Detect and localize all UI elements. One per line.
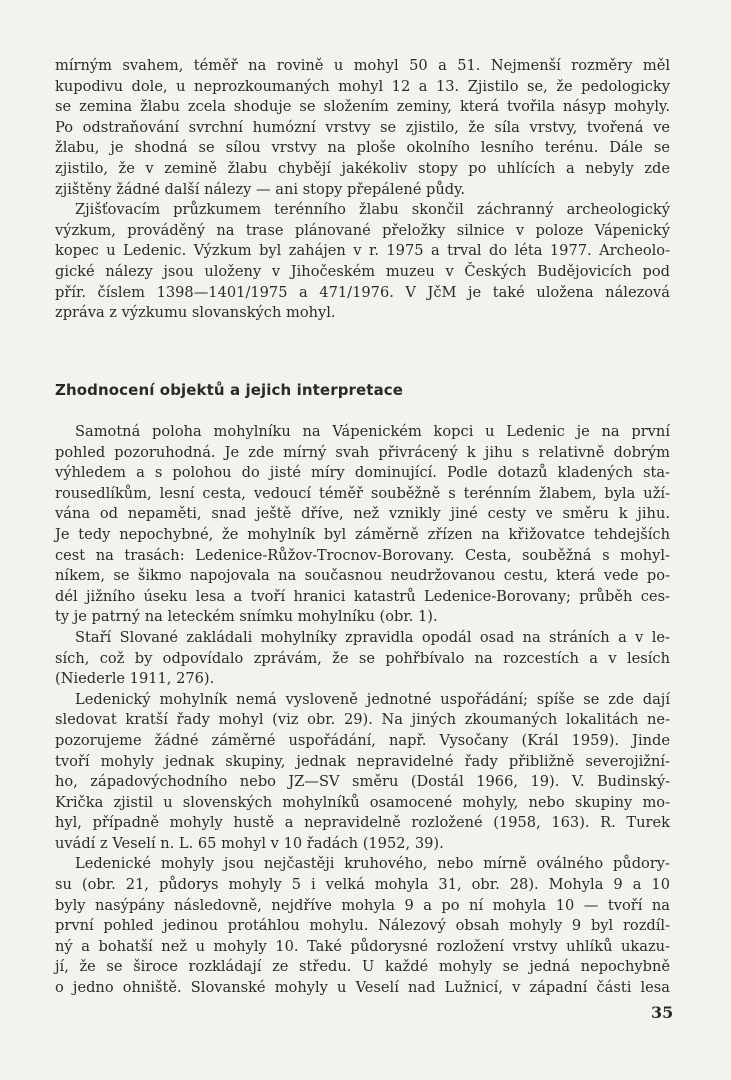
text-line: sledovat kratší řady mohyl (viz obr. 29). Na jiných zkoumaných lokalitách ne-	[55, 711, 670, 729]
text-line: mírným svahem, téměř na rovině u mohyl 50 a 51. Nejmenší rozměry měl	[55, 57, 670, 74]
section-heading: Zhodnocení objektů a jejich interpretace	[55, 381, 404, 399]
text-line: sích, což by odpovídalo zprávám, že se pohřbívalo na rozcestích a v lesích	[55, 649, 670, 667]
text-line: první pohled jedinou protáhlou mohylu. Nálezový obsah mohyly 9 byl rozdíl-	[55, 917, 670, 935]
text-line: gické nálezy jsou uloženy v Jihočeském muzeu v Českých Budějovicích pod	[55, 262, 670, 280]
text-line: kopec u Ledenic. Výzkum byl zahájen v r. 1975 a trval do léta 1977. Archeolo-	[55, 242, 670, 260]
text-line: výhledem a s polohou do jisté míry dominující. Podle dotazů kladených sta-	[55, 464, 670, 482]
top-text-block	[55, 56, 670, 324]
text-line: Je tedy nepochybné, že mohylník byl záměrně zřízen na křižovatce tehdejších	[55, 525, 670, 543]
text-line: dél jižního úseku lesa a tvoří hranici katastrů Ledenice-Borovany; průběh ces-	[55, 587, 670, 605]
paragraph	[55, 690, 670, 855]
text-line: ný a bohatší než u mohyly 10. Také půdorysné rozložení vrstvy uhlíků ukazu-	[55, 937, 670, 955]
text-line: Zjišťovacím průzkumem terénního žlabu skončil záchranný archeologický	[75, 201, 670, 219]
text-line: o jedno ohniště. Slovanské mohyly u Veselí nad Lužnicí, v západní části lesa	[55, 979, 670, 997]
paragraph	[55, 422, 670, 628]
text-line: rousedlíkům, lesní cesta, vedoucí téměř souběžně s terénním žlabem, byla uží-	[55, 484, 670, 502]
paragraph	[55, 56, 670, 200]
text-line: zjistilo, že v zemině žlabu chybějí jakékoliv stopy po uhlících a nebyly zde	[55, 159, 670, 177]
text-line: cest na trasách: Ledenice-Růžov-Trocnov-Borovany. Cesta, souběžná s mohyl-	[55, 546, 670, 564]
text-line: vána od nepaměti, snad ještě dříve, než vznikly jiné cesty ve směru k jihu.	[55, 505, 670, 523]
main-text-block	[55, 422, 670, 999]
text-line: tvoří mohyly jednak skupiny, jednak nepravidelné řady přibližně severojižní-	[55, 752, 670, 770]
text-line: Ledenické mohyly jsou nejčastěji kruhového, nebo mírně oválného půdory-	[75, 855, 670, 873]
paragraph	[55, 628, 670, 690]
text-line: přír. číslem 1398—1401/1975 a 471/1976. V JčM je také uložena nálezová	[55, 283, 670, 301]
text-line: kupodivu dole, u neprozkoumaných mohyl 12 a 13. Zjistilo se, že pedologicky	[55, 77, 670, 95]
text-line: (Niederle 1911, 276).	[55, 670, 215, 688]
text-line: pohled pozoruhodná. Je zde mírný svah přivrácený k jihu s relativně dobrým	[55, 443, 670, 461]
paragraph	[55, 200, 670, 324]
text-line: hyl, případně mohyly hustě a nepravidelně rozložené (1958, 163). R. Turek	[55, 814, 670, 832]
text-line: su (obr. 21, půdorys mohyly 5 i velká mohyla 31, obr. 28). Mohyla 9 a 10	[55, 876, 670, 894]
text-line: ho, západovýchodního nebo JZ—SV směru (Dostál 1966, 19). V. Budinský-	[55, 773, 670, 791]
text-line: níkem, se šikmo napojovala na současnou neudržovanou cestu, která vede po-	[55, 567, 670, 585]
text-line: ty je patrný na leteckém snímku mohylníku (obr. 1).	[55, 608, 438, 626]
paragraph	[55, 854, 670, 998]
text-line: Po odstraňování svrchní humózní vrstvy se zjistilo, že síla vrstvy, tvořená ve	[55, 118, 670, 136]
text-line: byly nasýpány následovně, nejdříve mohyla 9 a po ní mohyla 10 — tvoří na	[55, 896, 670, 914]
text-line: uvádí z Veselí n. L. 65 mohyl v 10 řadách (1952, 39).	[55, 834, 444, 852]
text-line: žlabu, je shodná se sílou vrstvy na ploše okolního lesního terénu. Dále se	[55, 139, 670, 157]
text-line: Krička zjistil u slovenských mohylníků osamocené mohyly, nebo skupiny mo-	[55, 793, 670, 811]
text-line: pozorujeme žádné záměrné uspořádání, např. Vysočany (Král 1959). Jinde	[55, 731, 670, 749]
text-line: výzkum, prováděný na trase plánované přeložky silnice v poloze Vápenický	[55, 221, 670, 239]
text-line: jí, že se široce rozkládají ze středu. U každé mohyly se jedná nepochybně	[55, 958, 670, 976]
text-line: Ledenický mohylník nemá vysloveně jednotné uspořádání; spíše se zde dají	[75, 690, 670, 708]
page-number: 35	[651, 1003, 674, 1022]
text-line: Staří Slované zakládali mohylníky zpravidla opodál osad na stráních a v le-	[75, 628, 670, 646]
text-line: zpráva z výzkumu slovanských mohyl.	[55, 304, 336, 322]
text-line: zjištěny žádné další nálezy — ani stopy přepálené půdy.	[55, 180, 466, 198]
text-line: se zemina žlabu zcela shoduje se složením zeminy, která tvořila násyp mohyly.	[55, 98, 670, 116]
text-line: Samotná poloha mohylníku na Vápenickém kopci u Ledenic je na první	[75, 423, 670, 440]
